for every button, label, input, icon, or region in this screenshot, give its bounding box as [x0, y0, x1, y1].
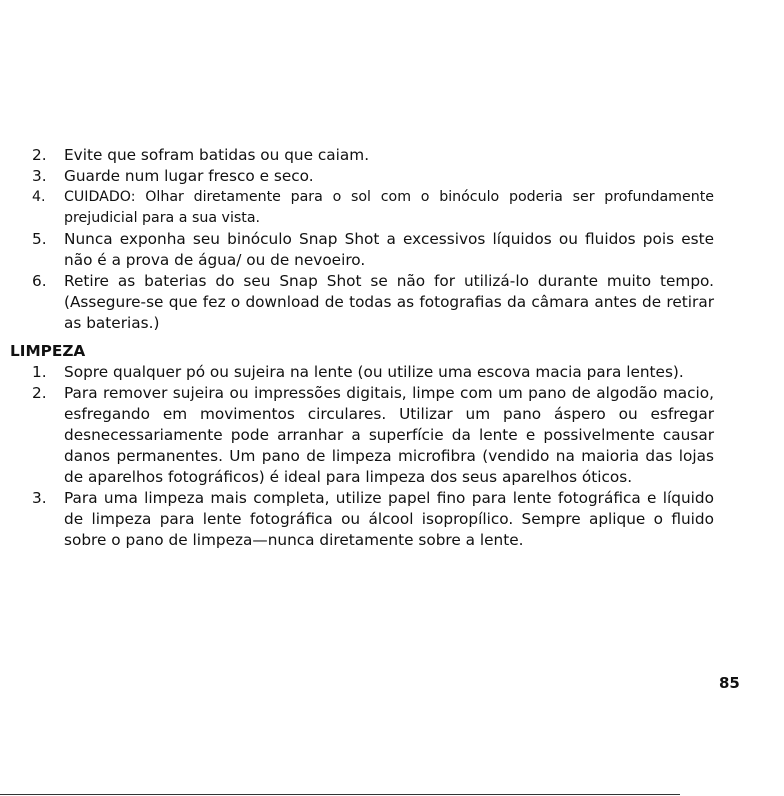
care-item-3 [14, 166, 714, 187]
care-item-2 [14, 145, 714, 166]
cleaning-list [14, 362, 714, 551]
item-text: Guarde num lugar fresco e seco. [64, 167, 314, 185]
item-text: CUIDADO: Olhar diretamente para o sol com o binóculo poderia ser profundamente prejudicial para a sua vista. [64, 189, 714, 226]
item-number: 6. [32, 272, 47, 290]
care-item-6 [14, 271, 714, 334]
item-number: 1. [32, 363, 47, 381]
item-number: 2. [32, 146, 47, 164]
page-number: 85 [719, 674, 740, 692]
care-item-4 [14, 187, 714, 229]
item-text: Sopre qualquer pó ou sujeira na lente (ou utilize uma escova macia para lentes). [64, 363, 684, 381]
cleaning-item-2 [14, 383, 714, 488]
item-text-wrap [64, 229, 714, 271]
care-list [14, 145, 714, 334]
cleaning-item-3 [14, 488, 714, 551]
item-text: Para remover sujeira ou impressões digitais, limpe com um pano de algodão macio, esfregando em movimentos circulares. Utilizar um pano áspero ou esfregar desnecessariamente pode arranhar a superfície da lente e possivelmente causar danos permanentes. Um pano de limpeza microfibra (vendido na maioria das lojas de aparelhos fotográficos) é ideal para limpeza dos seus aparelhos óticos. [64, 384, 714, 486]
item-text: Evite que sofram batidas ou que caiam. [64, 146, 370, 164]
cleaning-item-1 [14, 362, 714, 383]
item-text: Nunca exponha seu binóculo Snap Shot a excessivos líquidos ou fluidos pois este não é a prova de água/ ou de nevoeiro. [64, 230, 714, 269]
item-text: Retire as baterias do seu Snap Shot se não for utilizá-lo durante muito tempo. (Assegure-se que fez o download de todas as fotografias da câmara antes de retirar as baterias.) [64, 272, 714, 332]
item-number: 5. [32, 230, 47, 248]
item-number: 3. [32, 167, 47, 185]
item-text: Para uma limpeza mais completa, utilize papel fino para lente fotográfica e líquido de limpeza para lente fotográfica ou álcool isopropílico. Sempre aplique o fluido sobre o pano de limpeza—nunca diretamente sobre a lente. [64, 489, 714, 549]
section-heading-cleaning: LIMPEZA [10, 342, 86, 360]
item-number: 2. [32, 384, 47, 402]
item-number: 4. [32, 189, 46, 205]
footer-rule [0, 794, 680, 795]
item-number: 3. [32, 489, 47, 507]
care-item-5 [14, 229, 714, 271]
